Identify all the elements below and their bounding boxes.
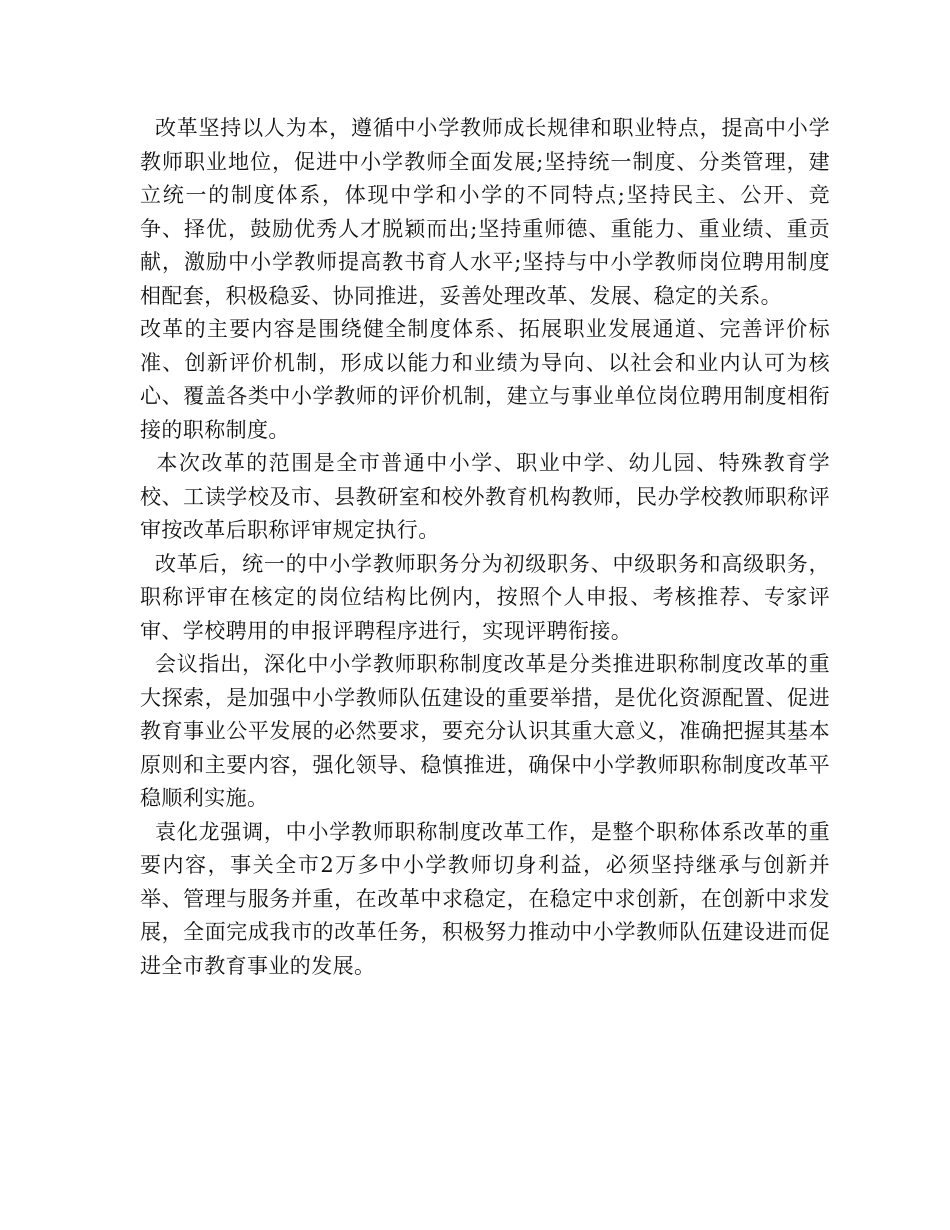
paragraph-post-reform: 改革后，统一的中小学教师职务分为初级职务、中级职务和高级职务，职称评审在核定的岗位结构比例内，按照个人申报、考核推荐、专家评审、学校聘用的申报评聘程序进行，实现评聘衔接。 [140,551,830,643]
paragraph-reform-scope: 本次改革的范围是全市普通中小学、职业中学、幼儿园、特殊教育学校、工读学校及市、县教研室和校外教育机构教师，民办学校教师职称评审按改革后职称评审规定执行。 [140,451,831,542]
document-body [140,112,830,983]
paragraph-emphasis: 袁化龙强调，中小学教师职称制度改革工作，是整个职称体系改革的重要内容，事关全市2万多中小学教师切身利益，必须坚持继承与创新并举、管理与服务并重，在改革中求稳定，在稳定中求创新，在创新中求发展，全面完成我市的改革任务，积极努力推动中小学教师队伍建设进而促进全市教育事业的发展。 [140,819,830,978]
paragraph-reform-principles: 改革坚持以人为本，遵循中小学教师成长规律和职业特点，提高中小学教师职业地位，促进中小学教师全面发展;坚持统一制度、分类管理，建立统一的制度体系，体现中学和小学的不同特点;坚持民主、公开、竞争、择优，鼓励优秀人才脱颖而出;坚持重师德、重能力、重业绩、重贡献，激励中小学教师提高教书育人水平;坚持与中小学教师岗位聘用制度相配套，积极稳妥、协同推进，妥善处理改革、发展、稳定的关系。 [140,116,830,308]
paragraph-reform-content: 改革的主要内容是围绕健全制度体系、拓展职业发展通道、完善评价标准、创新评价机制，形成以能力和业绩为导向、以社会和业内认可为核心、覆盖各类中小学教师的评价机制，建立与事业单位岗位聘用制度相衔接的职称制度。 [140,317,830,442]
paragraph-meeting-notes: 会议指出，深化中小学教师职称制度改革是分类推进职称制度改革的重大探索，是加强中小学教师队伍建设的重要举措，是优化资源配置、促进教育事业公平发展的必然要求，要充分认识其重大意义，准确把握其基本原则和主要内容，强化领导、稳慎推进，确保中小学教师职称制度改革平稳顺利实施。 [140,652,830,810]
